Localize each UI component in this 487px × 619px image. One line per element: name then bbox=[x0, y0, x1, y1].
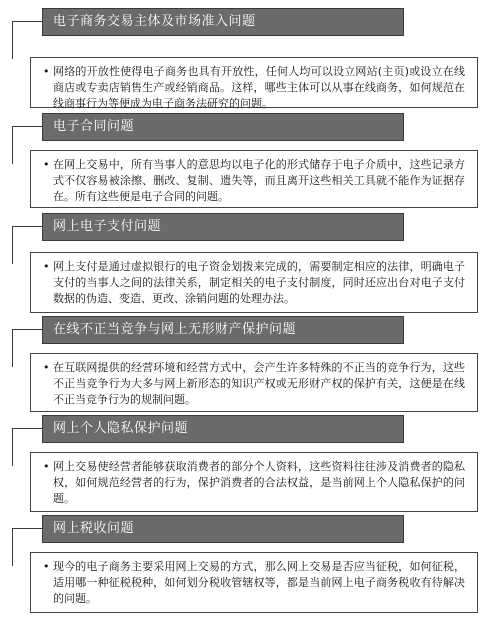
section-market-access bbox=[12, 8, 478, 108]
section-title: 网上电子支付问题 bbox=[42, 213, 404, 241]
bullet-icon: • bbox=[43, 361, 50, 374]
bullet-icon: • bbox=[43, 460, 50, 473]
section-title: 电子商务交易主体及市场准入问题 bbox=[42, 8, 404, 36]
bullet-icon: • bbox=[43, 560, 50, 573]
section-body bbox=[30, 552, 478, 613]
section-body bbox=[30, 150, 478, 208]
section-online-tax bbox=[12, 515, 478, 613]
bullet-icon: • bbox=[43, 158, 50, 171]
bracket-line bbox=[12, 21, 42, 59]
section-title: 网上税收问题 bbox=[42, 515, 404, 543]
section-electronic-payment bbox=[12, 213, 478, 313]
bullet-icon: • bbox=[43, 65, 50, 78]
section-text: 现今的电子商务主要采用网上交易的方式，那么网上交易是否应当征税，如何征税，适用哪一种征税税种，如何划分税收管辖权等，都是当前网上电子商务税收有待解决的问题。 bbox=[53, 560, 465, 605]
section-text: 网上交易使经营者能够获取消费者的部分个人资料，这些资料往往涉及消费者的隐私权，如何规范经营者的行为，保护消费者的合法权益，是当前网上个人隐私保护的问题。 bbox=[53, 460, 465, 505]
section-title: 在线不正当竞争与网上无形财产保护问题 bbox=[42, 316, 404, 344]
section-text: 网上支付是通过虚拟银行的电子资金划拨来完成的，需要制定相应的法律，明确电子支付的当事人之间的法律关系，制定相关的电子支付制度，同时还应出台对电子支付数据的伪造、变造、更改、涂销问题的处理办法。 bbox=[53, 260, 465, 305]
section-text: 在网上交易中，所有当事人的意思均以电子化的形式储存于电子介质中，这些记录方式不仅容易被涂擦、删改、复制、遗失等，而且离开这些相关工具就不能作为证据存在。所有这些便是电子合同的问题。 bbox=[53, 158, 465, 203]
section-title: 网上个人隐私保护问题 bbox=[42, 415, 404, 443]
section-unfair-competition bbox=[12, 316, 478, 412]
section-privacy-protection bbox=[12, 415, 478, 512]
section-title: 电子合同问题 bbox=[42, 113, 404, 141]
section-body bbox=[30, 57, 478, 108]
section-body bbox=[30, 452, 478, 512]
section-electronic-contract bbox=[12, 113, 478, 208]
bullet-icon: • bbox=[43, 260, 50, 273]
section-body bbox=[30, 252, 478, 313]
section-text: 网络的开放性使得电子商务也具有开放性，任何人均可以设立网站(主页)或设立在线商店或专卖店销售生产或经销商品。这样，哪些主体可以从事在线商务，如何规范在线商事行为等便成为电子商务法研究的问题。 bbox=[53, 65, 465, 110]
section-body bbox=[30, 353, 478, 412]
section-text: 在互联网提供的经营环境和经营方式中，会产生许多特殊的不正当的竞争行为，这些不正当竞争行为大多与网上新形态的知识产权或无形财产权的保护有关，这便是在线不正当竞争行为的规制问题。 bbox=[53, 361, 465, 406]
